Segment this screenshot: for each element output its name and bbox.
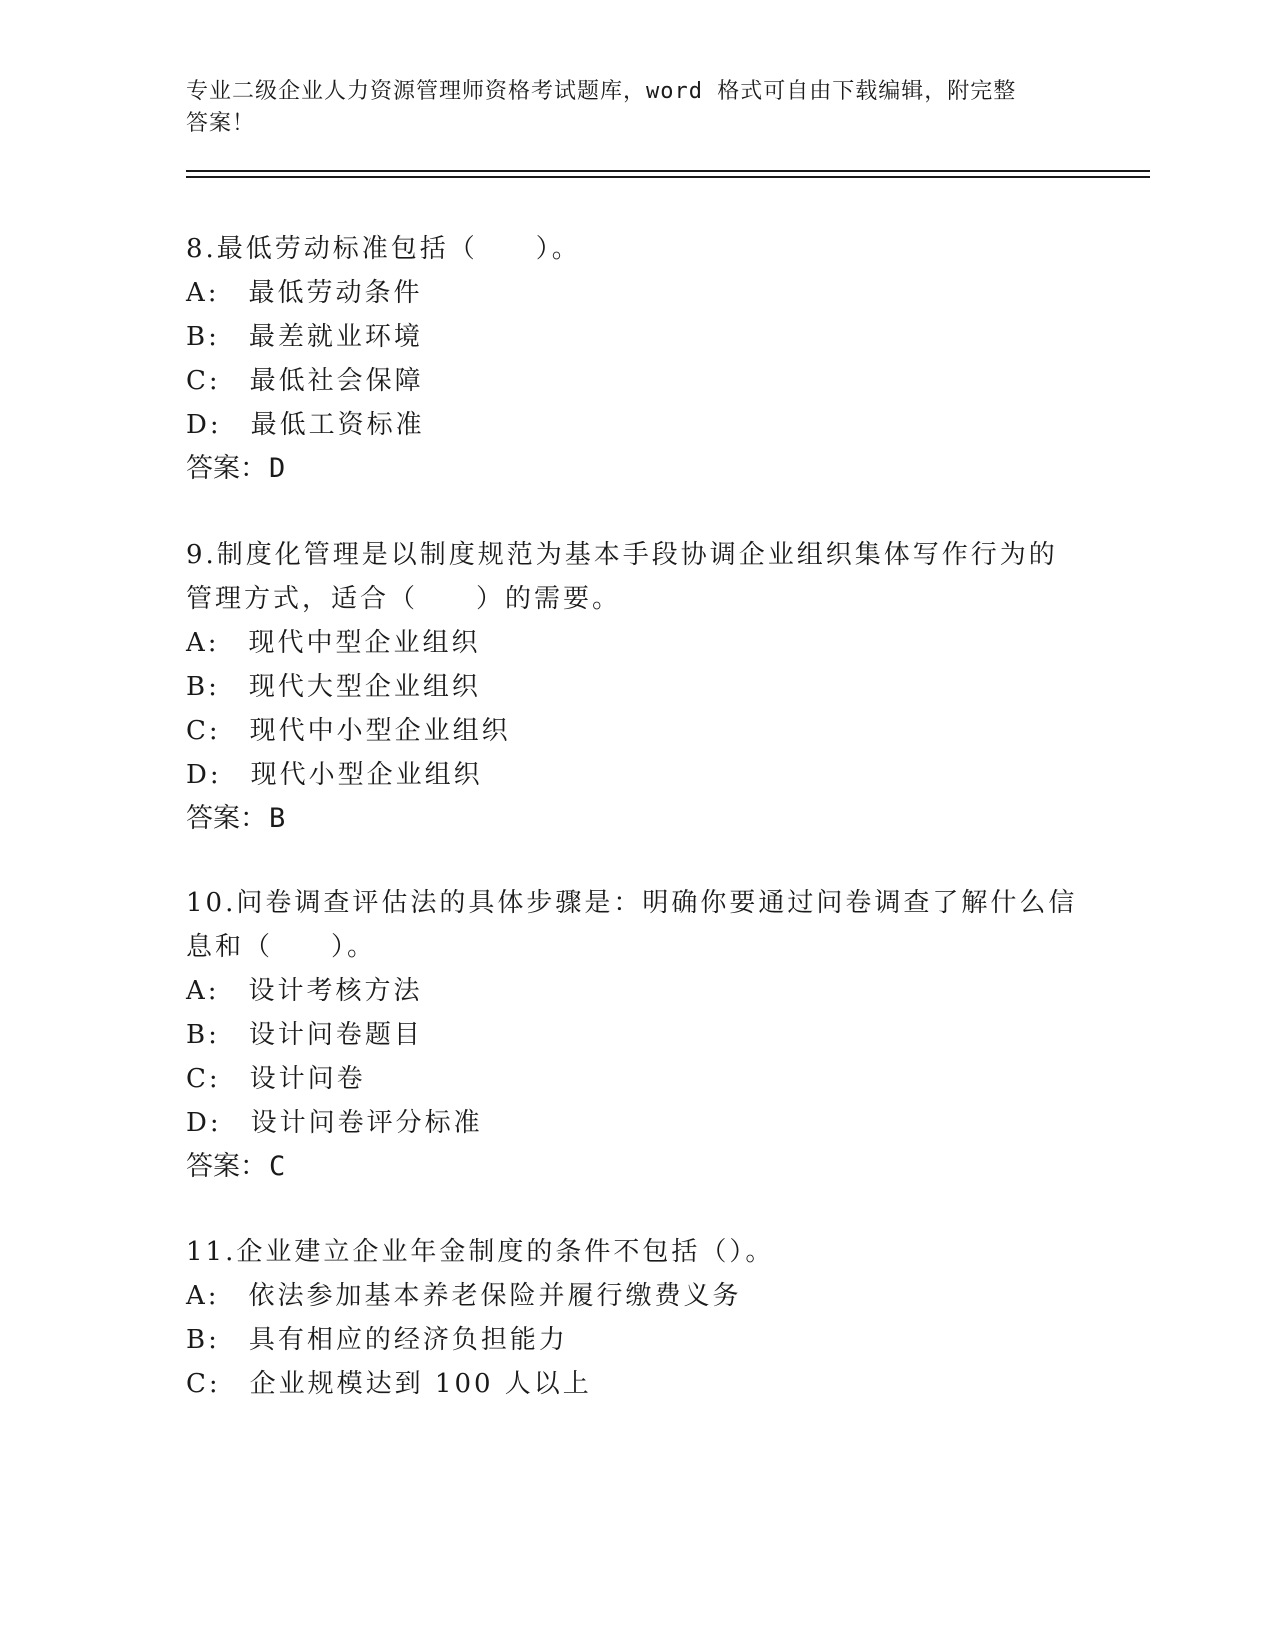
question-8-option-c: C: 最低社会保障 xyxy=(186,366,424,396)
question-10-stem-line-1: 10.问卷调查评估法的具体步骤是：明确你要通过问卷调查了解什么信 xyxy=(186,888,1078,918)
answer-value: B xyxy=(269,803,286,834)
header-rule-bottom xyxy=(186,176,1150,178)
question-8-option-a: A: 最低劳动条件 xyxy=(186,278,423,308)
question-11-option-c: C: 企业规模达到 100 人以上 xyxy=(186,1369,592,1399)
question-10-option-a: A: 设计考核方法 xyxy=(186,976,423,1006)
question-10-option-c: C: 设计问卷 xyxy=(186,1064,366,1094)
question-8-option-b: B: 最差就业环境 xyxy=(186,322,423,352)
question-9-option-d: D: 现代小型企业组织 xyxy=(186,760,483,790)
question-11-option-a: A: 依法参加基本养老保险并履行缴费义务 xyxy=(186,1281,742,1311)
header-text-line-2: 答案！ xyxy=(186,111,256,136)
question-9-option-b: B: 现代大型企业组织 xyxy=(186,672,481,702)
question-11-option-b: B: 具有相应的经济负担能力 xyxy=(186,1325,568,1355)
question-8-answer xyxy=(186,446,285,485)
header-text-line-1: 专业二级企业人力资源管理师资格考试题库，word 格式可自由下载编辑，附完整 xyxy=(186,79,1017,104)
answer-value: D xyxy=(269,453,286,484)
question-9-option-a: A: 现代中型企业组织 xyxy=(186,628,481,658)
question-10-option-b: B: 设计问卷题目 xyxy=(186,1020,423,1050)
question-10-option-d: D: 设计问卷评分标准 xyxy=(186,1108,483,1138)
answer-label: 答案： xyxy=(186,453,267,484)
question-10-answer xyxy=(186,1144,285,1183)
question-8-stem: 8.最低劳动标准包括（ ）。 xyxy=(186,234,581,264)
answer-label: 答案： xyxy=(186,1151,267,1182)
answer-value: C xyxy=(269,1151,286,1182)
question-11-stem: 11.企业建立企业年金制度的条件不包括（）。 xyxy=(186,1237,775,1267)
question-10-stem-line-2: 息和（ ）。 xyxy=(186,932,377,962)
question-8-option-d: D: 最低工资标准 xyxy=(186,410,425,440)
answer-label: 答案： xyxy=(186,803,267,834)
question-9-answer xyxy=(186,796,285,835)
question-9-stem-line-2: 管理方式，适合（ ）的需要。 xyxy=(186,584,622,614)
question-9-option-c: C: 现代中小型企业组织 xyxy=(186,716,511,746)
question-9-stem-line-1: 9.制度化管理是以制度规范为基本手段协调企业组织集体写作行为的 xyxy=(186,540,1058,570)
header-rule-top xyxy=(186,170,1150,172)
